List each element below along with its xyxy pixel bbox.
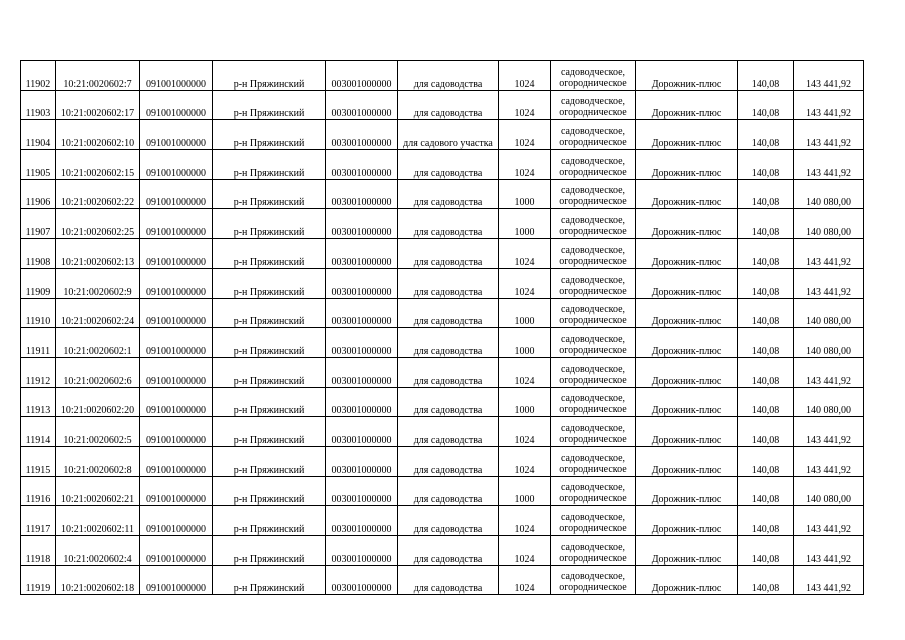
table-row (21, 61, 864, 91)
area-cell: 1000 (499, 298, 551, 328)
row-number-cell: 11910 (21, 298, 56, 328)
purpose-line: садоводческое, (560, 185, 626, 197)
purpose-line: огородническое (559, 493, 627, 505)
cadastral-cost-cell: 143 441,92 (794, 90, 864, 120)
area-cell: 1000 (499, 328, 551, 358)
organization-cell: Дорожник-плюс (636, 565, 738, 595)
cadastral-number-cell: 10:21:0020602:17 (56, 90, 140, 120)
organization-cell: Дорожник-плюс (636, 476, 738, 506)
category-code-cell: 003001000000 (326, 565, 398, 595)
purpose-cell (551, 417, 636, 447)
organization-cell: Дорожник-плюс (636, 328, 738, 358)
purpose-line: огородническое (559, 523, 627, 534)
okato-code-cell: 091001000000 (140, 328, 213, 358)
cadastral-number-cell: 10:21:0020602:24 (56, 298, 140, 328)
category-code-cell: 003001000000 (326, 239, 398, 269)
district-cell: р-н Пряжинский (213, 476, 326, 506)
purpose-line: огородническое (559, 255, 627, 267)
row-number-cell: 11917 (21, 506, 56, 536)
purpose-line: садоводческое, (560, 215, 626, 227)
area-cell: 1000 (499, 209, 551, 239)
category-code-cell: 003001000000 (326, 90, 398, 120)
row-number-cell: 11914 (21, 417, 56, 447)
category-code-cell: 003001000000 (326, 476, 398, 506)
category-code-cell: 003001000000 (326, 506, 398, 536)
organization-cell: Дорожник-плюс (636, 90, 738, 120)
purpose-line: огородническое (559, 226, 627, 238)
district-cell: р-н Пряжинский (213, 506, 326, 536)
row-number-cell: 11904 (21, 120, 56, 150)
category-code-cell: 003001000000 (326, 536, 398, 566)
area-cell: 1024 (499, 417, 551, 447)
row-number-cell: 11913 (21, 387, 56, 417)
cadastral-cost-cell: 143 441,92 (794, 357, 864, 387)
district-cell: р-н Пряжинский (213, 90, 326, 120)
okato-code-cell: 091001000000 (140, 298, 213, 328)
purpose-cell (551, 298, 636, 328)
okato-code-cell: 091001000000 (140, 506, 213, 536)
organization-cell: Дорожник-плюс (636, 179, 738, 209)
row-number-cell: 11916 (21, 476, 56, 506)
area-cell: 1024 (499, 506, 551, 536)
category-code-cell: 003001000000 (326, 120, 398, 150)
cadastral-number-cell: 10:21:0020602:1 (56, 328, 140, 358)
organization-cell: Дорожник-плюс (636, 61, 738, 91)
cadastral-number-cell: 10:21:0020602:22 (56, 179, 140, 209)
purpose-line: садоводческое, (560, 512, 626, 523)
district-cell: р-н Пряжинский (213, 120, 326, 150)
okato-code-cell: 091001000000 (140, 476, 213, 506)
district-cell: р-н Пряжинский (213, 417, 326, 447)
purpose-line: огородническое (559, 374, 627, 386)
purpose-cell (551, 565, 636, 595)
permitted-use-cell: для садоводства (398, 536, 499, 566)
specific-value-cell: 140,08 (738, 476, 794, 506)
cadastral-cost-cell: 143 441,92 (794, 446, 864, 476)
row-number-cell: 11906 (21, 179, 56, 209)
okato-code-cell: 091001000000 (140, 90, 213, 120)
purpose-line: огородническое (559, 196, 627, 208)
organization-cell: Дорожник-плюс (636, 536, 738, 566)
cadastral-number-cell: 10:21:0020602:9 (56, 268, 140, 298)
permitted-use-cell: для садоводства (398, 179, 499, 209)
district-cell: р-н Пряжинский (213, 298, 326, 328)
table-row (21, 565, 864, 595)
specific-value-cell: 140,08 (738, 120, 794, 150)
cadastral-number-cell: 10:21:0020602:6 (56, 357, 140, 387)
table-row (21, 150, 864, 180)
row-number-cell: 11907 (21, 209, 56, 239)
area-cell: 1024 (499, 120, 551, 150)
permitted-use-cell: для садоводства (398, 565, 499, 595)
cadastral-cost-cell: 140 080,00 (794, 298, 864, 328)
row-number-cell: 11911 (21, 328, 56, 358)
category-code-cell: 003001000000 (326, 387, 398, 417)
table-row (21, 90, 864, 120)
cadastral-cost-cell: 143 441,92 (794, 61, 864, 91)
row-number-cell: 11902 (21, 61, 56, 91)
row-number-cell: 11918 (21, 536, 56, 566)
purpose-cell (551, 387, 636, 417)
cadastral-cost-cell: 140 080,00 (794, 328, 864, 358)
row-number-cell: 11905 (21, 150, 56, 180)
purpose-cell (551, 90, 636, 120)
area-cell: 1000 (499, 476, 551, 506)
category-code-cell: 003001000000 (326, 357, 398, 387)
table-row (21, 387, 864, 417)
cadastral-number-cell: 10:21:0020602:20 (56, 387, 140, 417)
purpose-cell (551, 357, 636, 387)
area-cell: 1024 (499, 536, 551, 566)
permitted-use-cell: для садоводства (398, 446, 499, 476)
land-plots-table (20, 60, 864, 595)
permitted-use-cell: для садоводства (398, 298, 499, 328)
purpose-line: садоводческое, (560, 155, 626, 167)
category-code-cell: 003001000000 (326, 328, 398, 358)
cadastral-number-cell: 10:21:0020602:10 (56, 120, 140, 150)
purpose-line: огородническое (559, 107, 627, 119)
purpose-line: огородническое (559, 552, 627, 564)
category-code-cell: 003001000000 (326, 268, 398, 298)
purpose-line: огородническое (559, 433, 627, 445)
permitted-use-cell: для садоводства (398, 268, 499, 298)
row-number-cell: 11915 (21, 446, 56, 476)
cadastral-number-cell: 10:21:0020602:18 (56, 565, 140, 595)
specific-value-cell: 140,08 (738, 150, 794, 180)
cadastral-cost-cell: 140 080,00 (794, 179, 864, 209)
organization-cell: Дорожник-плюс (636, 506, 738, 536)
organization-cell: Дорожник-плюс (636, 239, 738, 269)
purpose-cell (551, 268, 636, 298)
area-cell: 1024 (499, 357, 551, 387)
purpose-line: садоводческое, (560, 304, 626, 316)
okato-code-cell: 091001000000 (140, 387, 213, 417)
district-cell: р-н Пряжинский (213, 61, 326, 91)
okato-code-cell: 091001000000 (140, 446, 213, 476)
purpose-line: садоводческое, (560, 541, 626, 553)
permitted-use-cell: для садоводства (398, 417, 499, 447)
area-cell: 1024 (499, 268, 551, 298)
okato-code-cell: 091001000000 (140, 268, 213, 298)
purpose-line: садоводческое, (560, 393, 626, 405)
purpose-cell (551, 179, 636, 209)
district-cell: р-н Пряжинский (213, 357, 326, 387)
table-row (21, 298, 864, 328)
organization-cell: Дорожник-плюс (636, 268, 738, 298)
organization-cell: Дорожник-плюс (636, 387, 738, 417)
cadastral-cost-cell: 143 441,92 (794, 417, 864, 447)
purpose-cell (551, 506, 636, 536)
okato-code-cell: 091001000000 (140, 209, 213, 239)
cadastral-number-cell: 10:21:0020602:5 (56, 417, 140, 447)
area-cell: 1000 (499, 387, 551, 417)
cadastral-cost-cell: 143 441,92 (794, 150, 864, 180)
category-code-cell: 003001000000 (326, 150, 398, 180)
district-cell: р-н Пряжинский (213, 239, 326, 269)
okato-code-cell: 091001000000 (140, 417, 213, 447)
area-cell: 1024 (499, 150, 551, 180)
purpose-line: садоводческое, (560, 66, 626, 78)
category-code-cell: 003001000000 (326, 61, 398, 91)
area-cell: 1024 (499, 90, 551, 120)
purpose-line: огородническое (559, 137, 627, 149)
purpose-line: садоводческое, (560, 274, 626, 286)
permitted-use-cell: для садоводства (398, 328, 499, 358)
row-number-cell: 11908 (21, 239, 56, 269)
district-cell: р-н Пряжинский (213, 209, 326, 239)
organization-cell: Дорожник-плюс (636, 120, 738, 150)
purpose-cell (551, 209, 636, 239)
permitted-use-cell: для садоводства (398, 506, 499, 536)
organization-cell: Дорожник-плюс (636, 417, 738, 447)
cadastral-cost-cell: 140 080,00 (794, 209, 864, 239)
cadastral-cost-cell: 143 441,92 (794, 506, 864, 536)
table-row (21, 506, 864, 536)
cadastral-cost-cell: 143 441,92 (794, 536, 864, 566)
area-cell: 1024 (499, 565, 551, 595)
organization-cell: Дорожник-плюс (636, 446, 738, 476)
specific-value-cell: 140,08 (738, 179, 794, 209)
area-cell: 1024 (499, 446, 551, 476)
area-cell: 1024 (499, 239, 551, 269)
table-row (21, 328, 864, 358)
permitted-use-cell: для садоводства (398, 357, 499, 387)
purpose-line: огородническое (559, 315, 627, 327)
cadastral-number-cell: 10:21:0020602:13 (56, 239, 140, 269)
row-number-cell: 11909 (21, 268, 56, 298)
cadastral-number-cell: 10:21:0020602:4 (56, 536, 140, 566)
purpose-cell (551, 239, 636, 269)
permitted-use-cell: для садового участка (398, 120, 499, 150)
organization-cell: Дорожник-плюс (636, 150, 738, 180)
purpose-cell (551, 61, 636, 91)
permitted-use-cell: для садоводства (398, 150, 499, 180)
purpose-line: садоводческое, (560, 126, 626, 138)
organization-cell: Дорожник-плюс (636, 357, 738, 387)
purpose-line: садоводческое, (560, 482, 626, 494)
purpose-line: огородническое (559, 582, 627, 594)
table-row (21, 120, 864, 150)
cadastral-number-cell: 10:21:0020602:25 (56, 209, 140, 239)
cadastral-number-cell: 10:21:0020602:21 (56, 476, 140, 506)
purpose-line: огородническое (559, 285, 627, 297)
district-cell: р-н Пряжинский (213, 565, 326, 595)
okato-code-cell: 091001000000 (140, 239, 213, 269)
specific-value-cell: 140,08 (738, 565, 794, 595)
okato-code-cell: 091001000000 (140, 565, 213, 595)
cadastral-number-cell: 10:21:0020602:11 (56, 506, 140, 536)
purpose-line: садоводческое, (560, 96, 626, 108)
purpose-cell (551, 120, 636, 150)
specific-value-cell: 140,08 (738, 536, 794, 566)
purpose-cell (551, 446, 636, 476)
cadastral-number-cell: 10:21:0020602:15 (56, 150, 140, 180)
district-cell: р-н Пряжинский (213, 328, 326, 358)
table-row (21, 476, 864, 506)
cadastral-number-cell: 10:21:0020602:7 (56, 61, 140, 91)
table-row (21, 239, 864, 269)
district-cell: р-н Пряжинский (213, 268, 326, 298)
purpose-line: огородническое (559, 77, 627, 89)
specific-value-cell: 140,08 (738, 417, 794, 447)
row-number-cell: 11912 (21, 357, 56, 387)
area-cell: 1024 (499, 61, 551, 91)
purpose-cell (551, 150, 636, 180)
cadastral-cost-cell: 143 441,92 (794, 120, 864, 150)
organization-cell: Дорожник-плюс (636, 298, 738, 328)
specific-value-cell: 140,08 (738, 268, 794, 298)
purpose-line: садоводческое, (560, 363, 626, 375)
table-row (21, 536, 864, 566)
specific-value-cell: 140,08 (738, 357, 794, 387)
specific-value-cell: 140,08 (738, 298, 794, 328)
permitted-use-cell: для садоводства (398, 476, 499, 506)
specific-value-cell: 140,08 (738, 239, 794, 269)
table-row (21, 179, 864, 209)
specific-value-cell: 140,08 (738, 61, 794, 91)
category-code-cell: 003001000000 (326, 179, 398, 209)
table-row (21, 209, 864, 239)
permitted-use-cell: для садоводства (398, 61, 499, 91)
specific-value-cell: 140,08 (738, 446, 794, 476)
cadastral-cost-cell: 143 441,92 (794, 565, 864, 595)
row-number-cell: 11903 (21, 90, 56, 120)
purpose-line: садоводческое, (560, 452, 626, 464)
category-code-cell: 003001000000 (326, 298, 398, 328)
district-cell: р-н Пряжинский (213, 179, 326, 209)
specific-value-cell: 140,08 (738, 209, 794, 239)
okato-code-cell: 091001000000 (140, 61, 213, 91)
okato-code-cell: 091001000000 (140, 357, 213, 387)
permitted-use-cell: для садоводства (398, 209, 499, 239)
table-row (21, 446, 864, 476)
district-cell: р-н Пряжинский (213, 387, 326, 417)
permitted-use-cell: для садоводства (398, 90, 499, 120)
row-number-cell: 11919 (21, 565, 56, 595)
specific-value-cell: 140,08 (738, 506, 794, 536)
cadastral-cost-cell: 140 080,00 (794, 476, 864, 506)
category-code-cell: 003001000000 (326, 446, 398, 476)
specific-value-cell: 140,08 (738, 328, 794, 358)
cadastral-cost-cell: 140 080,00 (794, 387, 864, 417)
purpose-cell (551, 536, 636, 566)
table-row (21, 417, 864, 447)
specific-value-cell: 140,08 (738, 387, 794, 417)
purpose-line: огородническое (559, 166, 627, 178)
table-row (21, 357, 864, 387)
area-cell: 1000 (499, 179, 551, 209)
permitted-use-cell: для садоводства (398, 239, 499, 269)
purpose-line: огородническое (559, 463, 627, 475)
cadastral-cost-cell: 143 441,92 (794, 268, 864, 298)
purpose-line: садоводческое, (560, 244, 626, 256)
table-body (21, 61, 864, 595)
okato-code-cell: 091001000000 (140, 179, 213, 209)
purpose-line: огородническое (559, 344, 627, 356)
district-cell: р-н Пряжинский (213, 150, 326, 180)
purpose-line: садоводческое, (560, 571, 626, 583)
cadastral-number-cell: 10:21:0020602:8 (56, 446, 140, 476)
specific-value-cell: 140,08 (738, 90, 794, 120)
organization-cell: Дорожник-плюс (636, 209, 738, 239)
district-cell: р-н Пряжинский (213, 536, 326, 566)
purpose-line: садоводческое, (560, 422, 626, 434)
table-row (21, 268, 864, 298)
cadastral-cost-cell: 143 441,92 (794, 239, 864, 269)
okato-code-cell: 091001000000 (140, 150, 213, 180)
category-code-cell: 003001000000 (326, 417, 398, 447)
category-code-cell: 003001000000 (326, 209, 398, 239)
purpose-line: садоводческое, (560, 333, 626, 345)
permitted-use-cell: для садоводства (398, 387, 499, 417)
purpose-line: огородническое (559, 404, 627, 416)
okato-code-cell: 091001000000 (140, 120, 213, 150)
purpose-cell (551, 328, 636, 358)
okato-code-cell: 091001000000 (140, 536, 213, 566)
district-cell: р-н Пряжинский (213, 446, 326, 476)
purpose-cell (551, 476, 636, 506)
